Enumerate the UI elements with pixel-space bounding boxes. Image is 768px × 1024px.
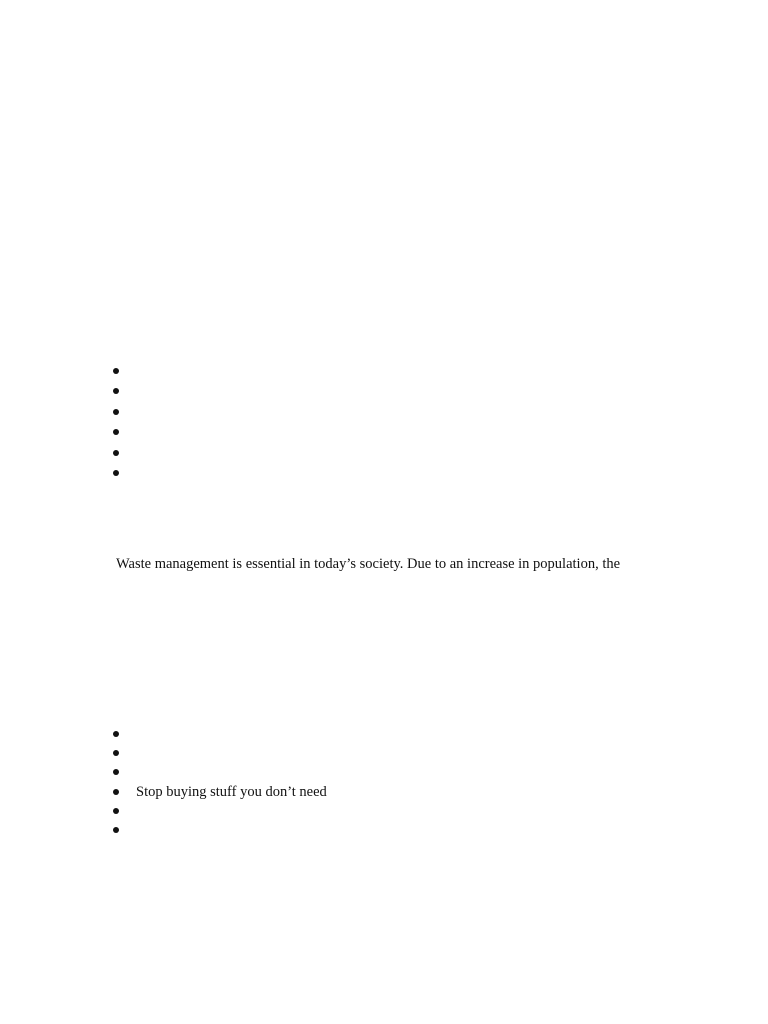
list-item (113, 381, 136, 401)
bullet-list-bottom (113, 725, 327, 840)
bullet-icon (113, 388, 119, 394)
bullet-icon (113, 429, 119, 435)
list-item (113, 725, 327, 744)
bullet-icon (113, 789, 119, 795)
bullet-icon (113, 368, 119, 374)
bullet-icon (113, 827, 119, 833)
list-item (113, 402, 136, 422)
bullet-icon (113, 808, 119, 814)
bullet-icon (113, 731, 119, 737)
bullet-icon (113, 450, 119, 456)
list-item (113, 361, 136, 381)
list-item (113, 783, 327, 802)
list-item (113, 763, 327, 782)
list-item (113, 744, 327, 763)
bullet-icon (113, 409, 119, 415)
list-item (113, 463, 136, 483)
list-item (113, 443, 136, 463)
list-item (113, 821, 327, 840)
bullet-icon (113, 750, 119, 756)
list-item (113, 802, 327, 821)
bullet-icon (113, 470, 119, 476)
list-item-text: Stop buying stuff you don’t need (136, 783, 327, 800)
bullet-list-top (113, 361, 136, 483)
body-paragraph: Waste management is essential in today’s society. Due to an increase in population, the (116, 556, 621, 572)
list-item (113, 422, 136, 442)
bullet-icon (113, 769, 119, 775)
